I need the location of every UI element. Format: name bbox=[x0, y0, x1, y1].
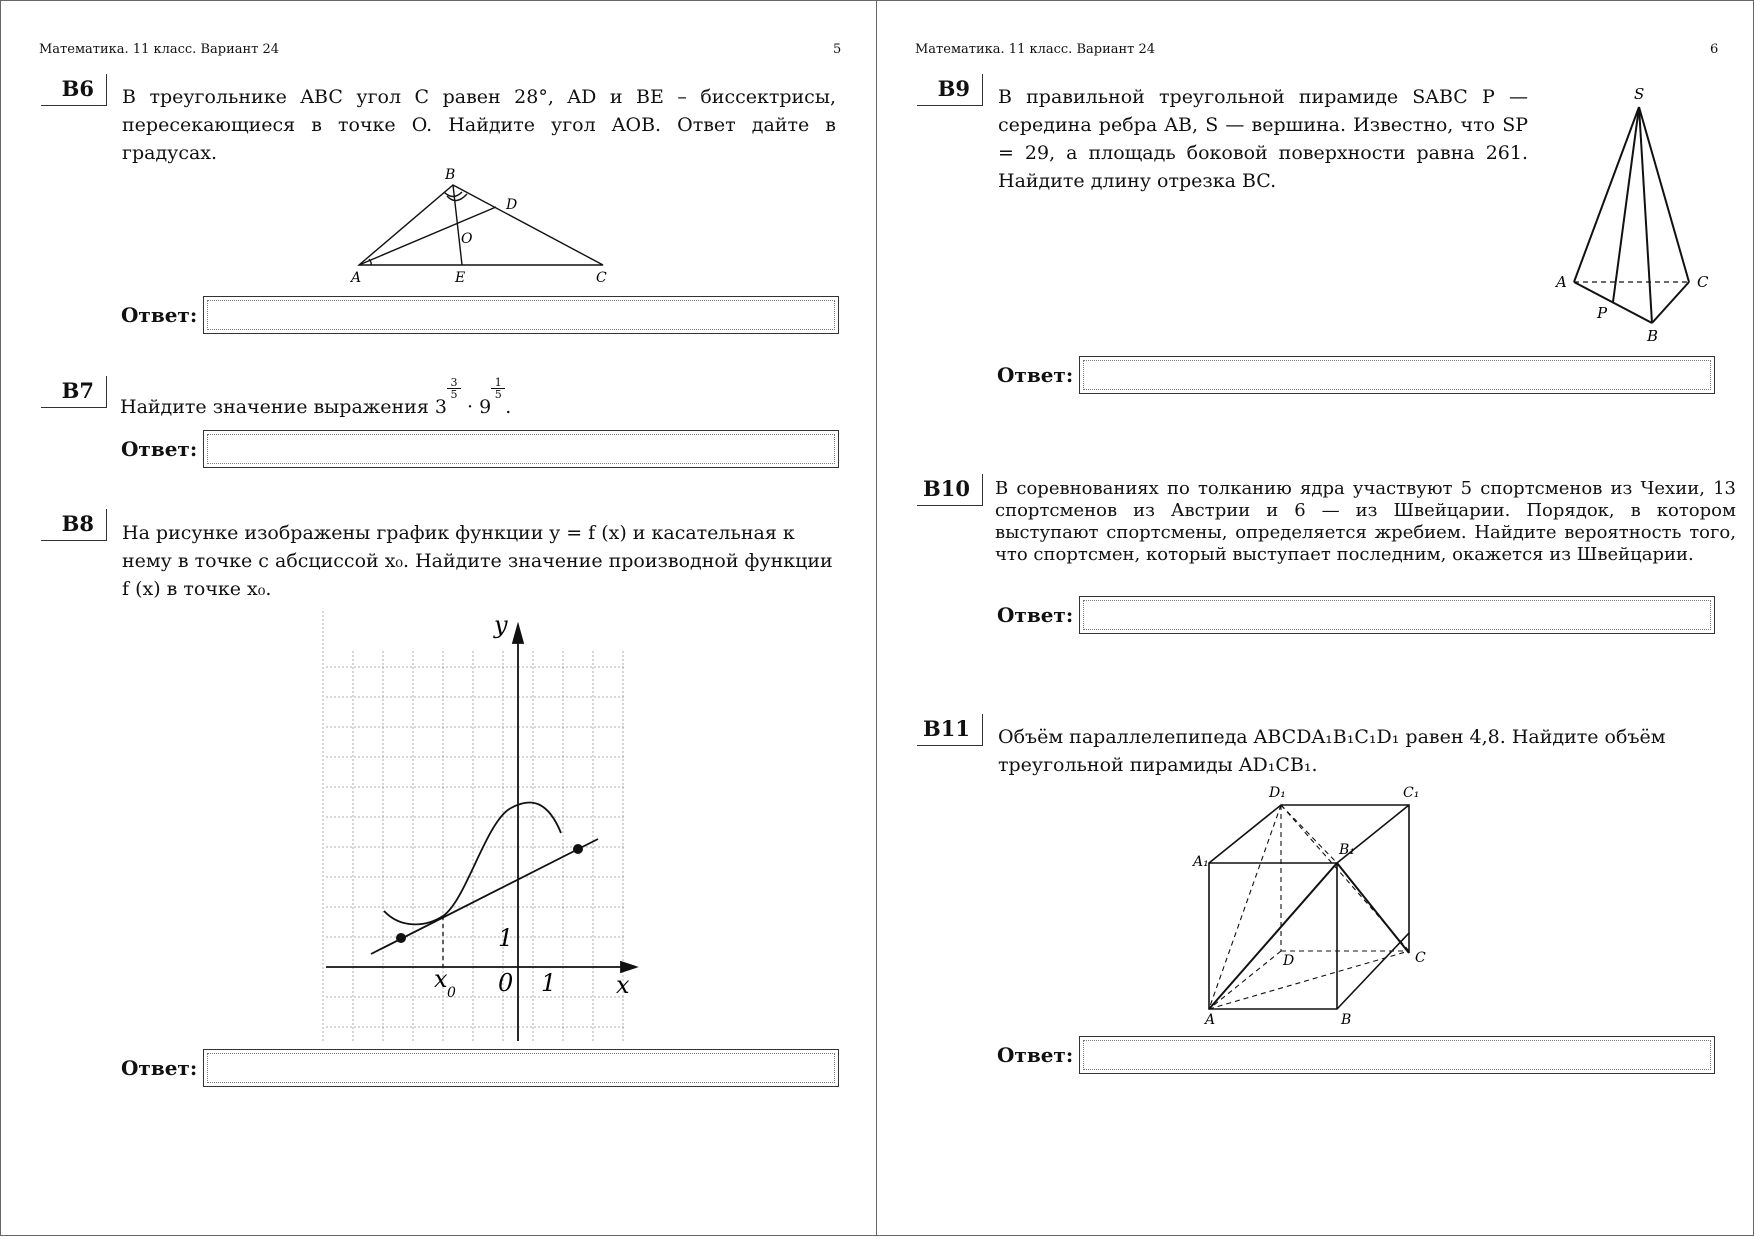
multiply-sign: · bbox=[467, 396, 474, 418]
task-label: B11 bbox=[917, 714, 983, 746]
answer-label: Ответ: bbox=[121, 303, 198, 327]
answer-row bbox=[121, 1049, 839, 1087]
expression-base-1: 3 bbox=[434, 396, 447, 418]
answer-box bbox=[1079, 596, 1715, 634]
function-graph bbox=[316, 611, 646, 1046]
label-A: A bbox=[351, 270, 362, 286]
tick-label-one-x: 1 bbox=[541, 969, 557, 997]
answer-input-b9[interactable] bbox=[1083, 360, 1711, 390]
expression-base-2: 9 bbox=[479, 396, 492, 418]
answer-row bbox=[997, 1036, 1715, 1074]
page-number: 6 bbox=[1710, 42, 1719, 57]
page-left bbox=[0, 0, 877, 1236]
task-label: B8 bbox=[41, 509, 107, 541]
answer-row bbox=[121, 430, 839, 468]
task-text-line: f (x) в точке x₀. bbox=[122, 578, 272, 600]
task-text: В треугольнике ABC угол C равен 28°, AD и BE – биссектрисы, пересекающиеся в точке O. Найдите угол AOB. Ответ дайте в градусах. bbox=[122, 86, 836, 164]
label-D1: D₁ bbox=[1269, 785, 1286, 801]
answer-box bbox=[1079, 1036, 1715, 1074]
task-text bbox=[120, 376, 720, 421]
task-label: B7 bbox=[41, 376, 107, 408]
label-C1: C₁ bbox=[1403, 785, 1420, 801]
label-A: A bbox=[1205, 1012, 1216, 1028]
label-B: B bbox=[1647, 327, 1659, 345]
answer-input-b7[interactable] bbox=[207, 434, 835, 464]
tick-label-x0-sub: 0 bbox=[447, 985, 456, 1001]
answer-label: Ответ: bbox=[997, 363, 1074, 387]
label-B1: B₁ bbox=[1339, 842, 1355, 858]
answer-row bbox=[997, 596, 1715, 634]
answer-input-b10[interactable] bbox=[1083, 600, 1711, 630]
task-text-line: Объём параллелепипеда ABCDA₁B₁C₁D₁ равен 4,8. Найдите объём bbox=[998, 726, 1666, 748]
answer-box bbox=[203, 430, 839, 468]
label-A1: A₁ bbox=[1193, 854, 1209, 870]
answer-label: Ответ: bbox=[997, 603, 1074, 627]
label-B: B bbox=[445, 167, 456, 183]
answer-box bbox=[1079, 356, 1715, 394]
axis-label-x: x bbox=[616, 971, 630, 999]
exponent-fraction-2: $\frac{1}{5}$ bbox=[491, 377, 505, 397]
tick-label-x0: x bbox=[434, 965, 448, 993]
answer-input-b6[interactable] bbox=[207, 300, 835, 330]
answer-label: Ответ: bbox=[121, 1056, 198, 1080]
page-header: Математика. 11 класс. Вариант 24 bbox=[915, 42, 1156, 57]
triangle-figure bbox=[341, 163, 621, 288]
label-P: P bbox=[1597, 304, 1608, 322]
task-label: B10 bbox=[917, 474, 983, 506]
task-text: В правильной треугольной пирамиде SABC P — середина ребра AB, S — вершина. Известно, что SP = 29, а площадь боковой поверхности равна 261. Найдите длину отрезка BC. bbox=[998, 86, 1528, 192]
task-label: B9 bbox=[917, 74, 983, 106]
task-text bbox=[998, 723, 1738, 779]
period: . bbox=[505, 396, 512, 418]
answer-label: Ответ: bbox=[997, 1043, 1074, 1067]
task-text: В соревнованиях по толканию ядра участвуют 5 спортсменов из Чехии, 13 спортсменов из Австрии и 6 — из Швейцарии. Порядок, в котором выступают спортсмены, определяется жребием. Найдите вероятность того, что спортсмен, который выступает последним, окажется из Швейцарии. bbox=[995, 478, 1736, 565]
label-A: A bbox=[1556, 273, 1567, 291]
label-B: B bbox=[1341, 1012, 1352, 1028]
task-text-line: треугольной пирамиды AD₁CB₁. bbox=[998, 754, 1318, 776]
label-D: D bbox=[506, 197, 518, 213]
label-C: C bbox=[1697, 273, 1709, 291]
label-D: D bbox=[1283, 953, 1295, 969]
answer-row bbox=[121, 296, 839, 334]
label-O: O bbox=[461, 231, 473, 247]
label-S: S bbox=[1634, 85, 1645, 103]
tick-label-one-y: 1 bbox=[498, 924, 514, 952]
page-header: Математика. 11 класс. Вариант 24 bbox=[39, 42, 280, 57]
exponent-fraction-1: $\frac{3}{5}$ bbox=[447, 377, 461, 397]
axis-label-y: y bbox=[494, 611, 508, 639]
answer-label: Ответ: bbox=[121, 437, 198, 461]
answer-box bbox=[203, 296, 839, 334]
parallelepiped-figure bbox=[1193, 783, 1447, 1028]
answer-input-b8[interactable] bbox=[207, 1053, 835, 1083]
task-label: B6 bbox=[41, 74, 107, 106]
task-text bbox=[122, 519, 836, 603]
tick-label-zero: 0 bbox=[498, 969, 514, 997]
answer-row bbox=[997, 356, 1715, 394]
answer-box bbox=[203, 1049, 839, 1087]
task-text-line: На рисунке изображены график функции y = f (x) и касательная к bbox=[122, 522, 795, 544]
task-text-line: нему в точке с абсциссой x₀. Найдите значение производной функции bbox=[122, 550, 833, 572]
label-C: C bbox=[1415, 950, 1426, 966]
label-E: E bbox=[455, 270, 466, 286]
task-text-main: Найдите значение выражения bbox=[120, 396, 429, 418]
answer-input-b11[interactable] bbox=[1083, 1040, 1711, 1070]
page-number: 5 bbox=[833, 42, 842, 57]
pyramid-figure bbox=[1542, 81, 1732, 346]
page-right bbox=[876, 0, 1754, 1236]
label-C: C bbox=[596, 270, 607, 286]
